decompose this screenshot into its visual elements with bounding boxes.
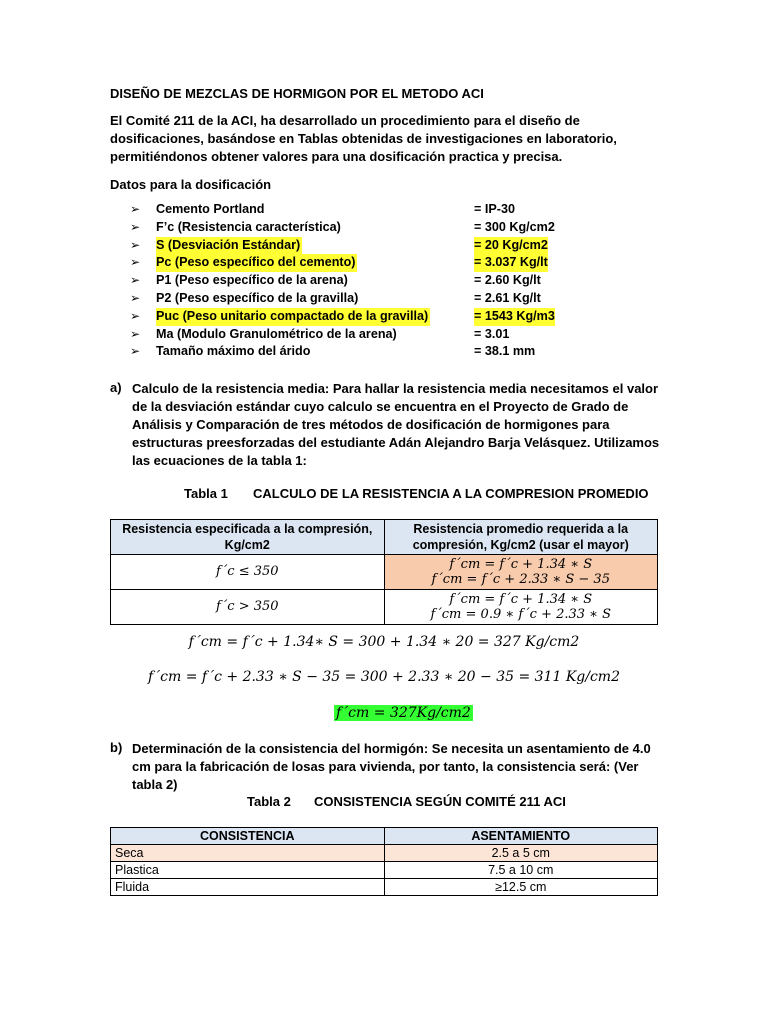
arrowhead-bullet-icon: ➢ — [130, 202, 141, 216]
table2-consistencia-cell: Fluida — [111, 879, 385, 896]
arrowhead-bullet-icon: ➢ — [130, 255, 141, 270]
datos-item-value: = IP-30 — [474, 202, 515, 216]
datos-item-highlighted — [130, 237, 590, 255]
arrowhead-bullet-icon: ➢ — [130, 326, 141, 341]
datos-item-value: = 2.61 Kg/lt — [474, 290, 541, 305]
datos-item-value: = 3.037 Kg/lt — [474, 254, 548, 272]
datos-item-value: = 300 Kg/cm2 — [474, 219, 555, 234]
datos-item-label: P2 (Peso específico de la gravilla) — [156, 290, 359, 305]
table1-condition-cell: f´c ≤ 350 — [111, 555, 385, 590]
table2-caption-title: CONSISTENCIA SEGÚN COMITÉ 211 ACI — [314, 794, 566, 809]
table1-formula-cell — [384, 590, 658, 625]
datos-list — [130, 201, 590, 361]
arrowhead-bullet-icon: ➢ — [130, 308, 141, 323]
table2-header-cell: ASENTAMIENTO — [384, 828, 658, 845]
datos-item-value: = 1543 Kg/m3 — [474, 308, 555, 326]
table1-header-cell: Resistencia especificada a la compresión, Kg/cm2 — [111, 520, 385, 555]
table2-header-cell: CONSISTENCIA — [111, 828, 385, 845]
table2-consistencia-cell: Plastica — [111, 862, 385, 879]
table1-formula: f´cm = f´c + 2.33 ∗ S − 35 — [431, 572, 610, 587]
datos-item — [130, 290, 590, 308]
table1-caption-number: Tabla 1 — [184, 486, 228, 501]
table2-header-row — [111, 828, 658, 845]
datos-item — [130, 219, 590, 237]
datos-item-value: = 38.1 mm — [474, 344, 536, 359]
datos-item-label: F’c (Resistencia característica) — [156, 219, 341, 234]
datos-item — [130, 272, 590, 290]
table2-asentamiento-cell: 7.5 a 10 cm — [384, 862, 658, 879]
datos-heading: Datos para la dosificación — [110, 177, 272, 192]
table-row — [111, 590, 658, 625]
datos-item-value: = 2.60 Kg/lt — [474, 273, 541, 288]
datos-item-highlighted — [130, 308, 590, 326]
table2-asentamiento-cell: 2.5 a 5 cm — [384, 845, 658, 862]
datos-item-label: S (Desviación Estándar) — [156, 237, 302, 255]
datos-item-label: Puc (Peso unitario compactado de la gravilla) — [156, 308, 430, 326]
datos-item — [130, 343, 590, 361]
arrowhead-bullet-icon: ➢ — [130, 344, 141, 359]
table-row — [111, 879, 658, 896]
datos-item-value: = 20 Kg/cm2 — [474, 237, 548, 255]
table1-header-cell: Resistencia promedio requerida a la compresión, Kg/cm2 (usar el mayor) — [384, 520, 658, 555]
table2 — [110, 827, 658, 896]
datos-item-label: P1 (Peso específico de la arena) — [156, 273, 348, 288]
arrowhead-bullet-icon: ➢ — [130, 237, 141, 252]
arrowhead-bullet-icon: ➢ — [130, 219, 141, 234]
table-row — [111, 555, 658, 590]
section-a-letter: a) — [110, 380, 122, 395]
datos-item-label: Tamaño máximo del árido — [156, 344, 311, 359]
equation-result: f´cm = 327Kg/cm2 — [336, 705, 471, 721]
section-b-lead: Determinación de la consistencia del hormigón: — [132, 741, 429, 756]
document-title: DISEÑO DE MEZCLAS DE HORMIGON POR EL METODO ACI — [110, 86, 484, 101]
table2-consistencia-cell: Seca — [111, 845, 385, 862]
table1-formula-cell — [384, 555, 658, 590]
equation-2: f´cm = f´c + 2.33 ∗ S − 35 = 300 + 2.33 ∗ 20 − 35 = 311 Kg/cm2 — [147, 669, 620, 685]
table2-caption-number: Tabla 2 — [247, 794, 291, 809]
table-row — [111, 862, 658, 879]
table2-asentamiento-cell: ≥12.5 cm — [384, 879, 658, 896]
datos-item-label: Cemento Portland — [156, 202, 265, 216]
intro-paragraph: El Comité 211 de la ACI, ha desarrollado un procedimiento para el diseño de dosificaciones, basándose en Tablas obtenidas de investigaciones en laboratorio, permitiéndonos obtener valores para una dosificación practica y precisa. — [110, 113, 617, 164]
table1-formula: f´cm = f´c + 1.34 ∗ S — [449, 591, 593, 607]
table1 — [110, 519, 658, 625]
section-b-paragraph — [132, 740, 662, 794]
arrowhead-bullet-icon: ➢ — [130, 273, 141, 288]
datos-item-value: = 3.01 — [474, 326, 510, 341]
section-b-letter: b) — [110, 740, 123, 755]
datos-item — [130, 201, 590, 219]
datos-item-label: Pc (Peso específico del cemento) — [156, 254, 357, 272]
datos-item — [130, 326, 590, 344]
table1-formula: f´cm = f´c + 1.34 ∗ S — [449, 556, 593, 572]
section-b-text: Se necesita un asentamiento de 4.0 cm para la fabricación de losas para vivienda, por tanto, la consistencia será: (Ver tabla 2) — [132, 741, 651, 792]
table1-caption-title: CALCULO DE LA RESISTENCIA A LA COMPRESION PROMEDIO — [253, 486, 649, 501]
datos-item-label: Ma (Modulo Granulométrico de la arena) — [156, 326, 397, 341]
table1-condition-cell: f´c > 350 — [111, 590, 385, 625]
table1-formula: f´cm = 0.9 ∗ f´c + 2.33 ∗ S — [430, 607, 612, 622]
arrowhead-bullet-icon: ➢ — [130, 290, 141, 305]
section-a-paragraph: Calculo de la resistencia media: Para hallar la resistencia media necesitamos el valor de la desviación estándar cuyo calculo se encuentra en el Proyecto de Grado de Análisis y Comparación de tres métodos de dosificación de hormigones para estructuras preesforzadas del estudiante Adán Alejandro Barja Velásquez. Utilizamos las ecuaciones de la tabla 1: — [132, 381, 660, 468]
equation-1: f´cm = f´c + 1.34∗ S = 300 + 1.34 ∗ 20 = 327 Kg/cm2 — [188, 634, 580, 650]
datos-item-highlighted — [130, 254, 590, 272]
table1-header-row — [111, 520, 658, 555]
table-row — [111, 845, 658, 862]
